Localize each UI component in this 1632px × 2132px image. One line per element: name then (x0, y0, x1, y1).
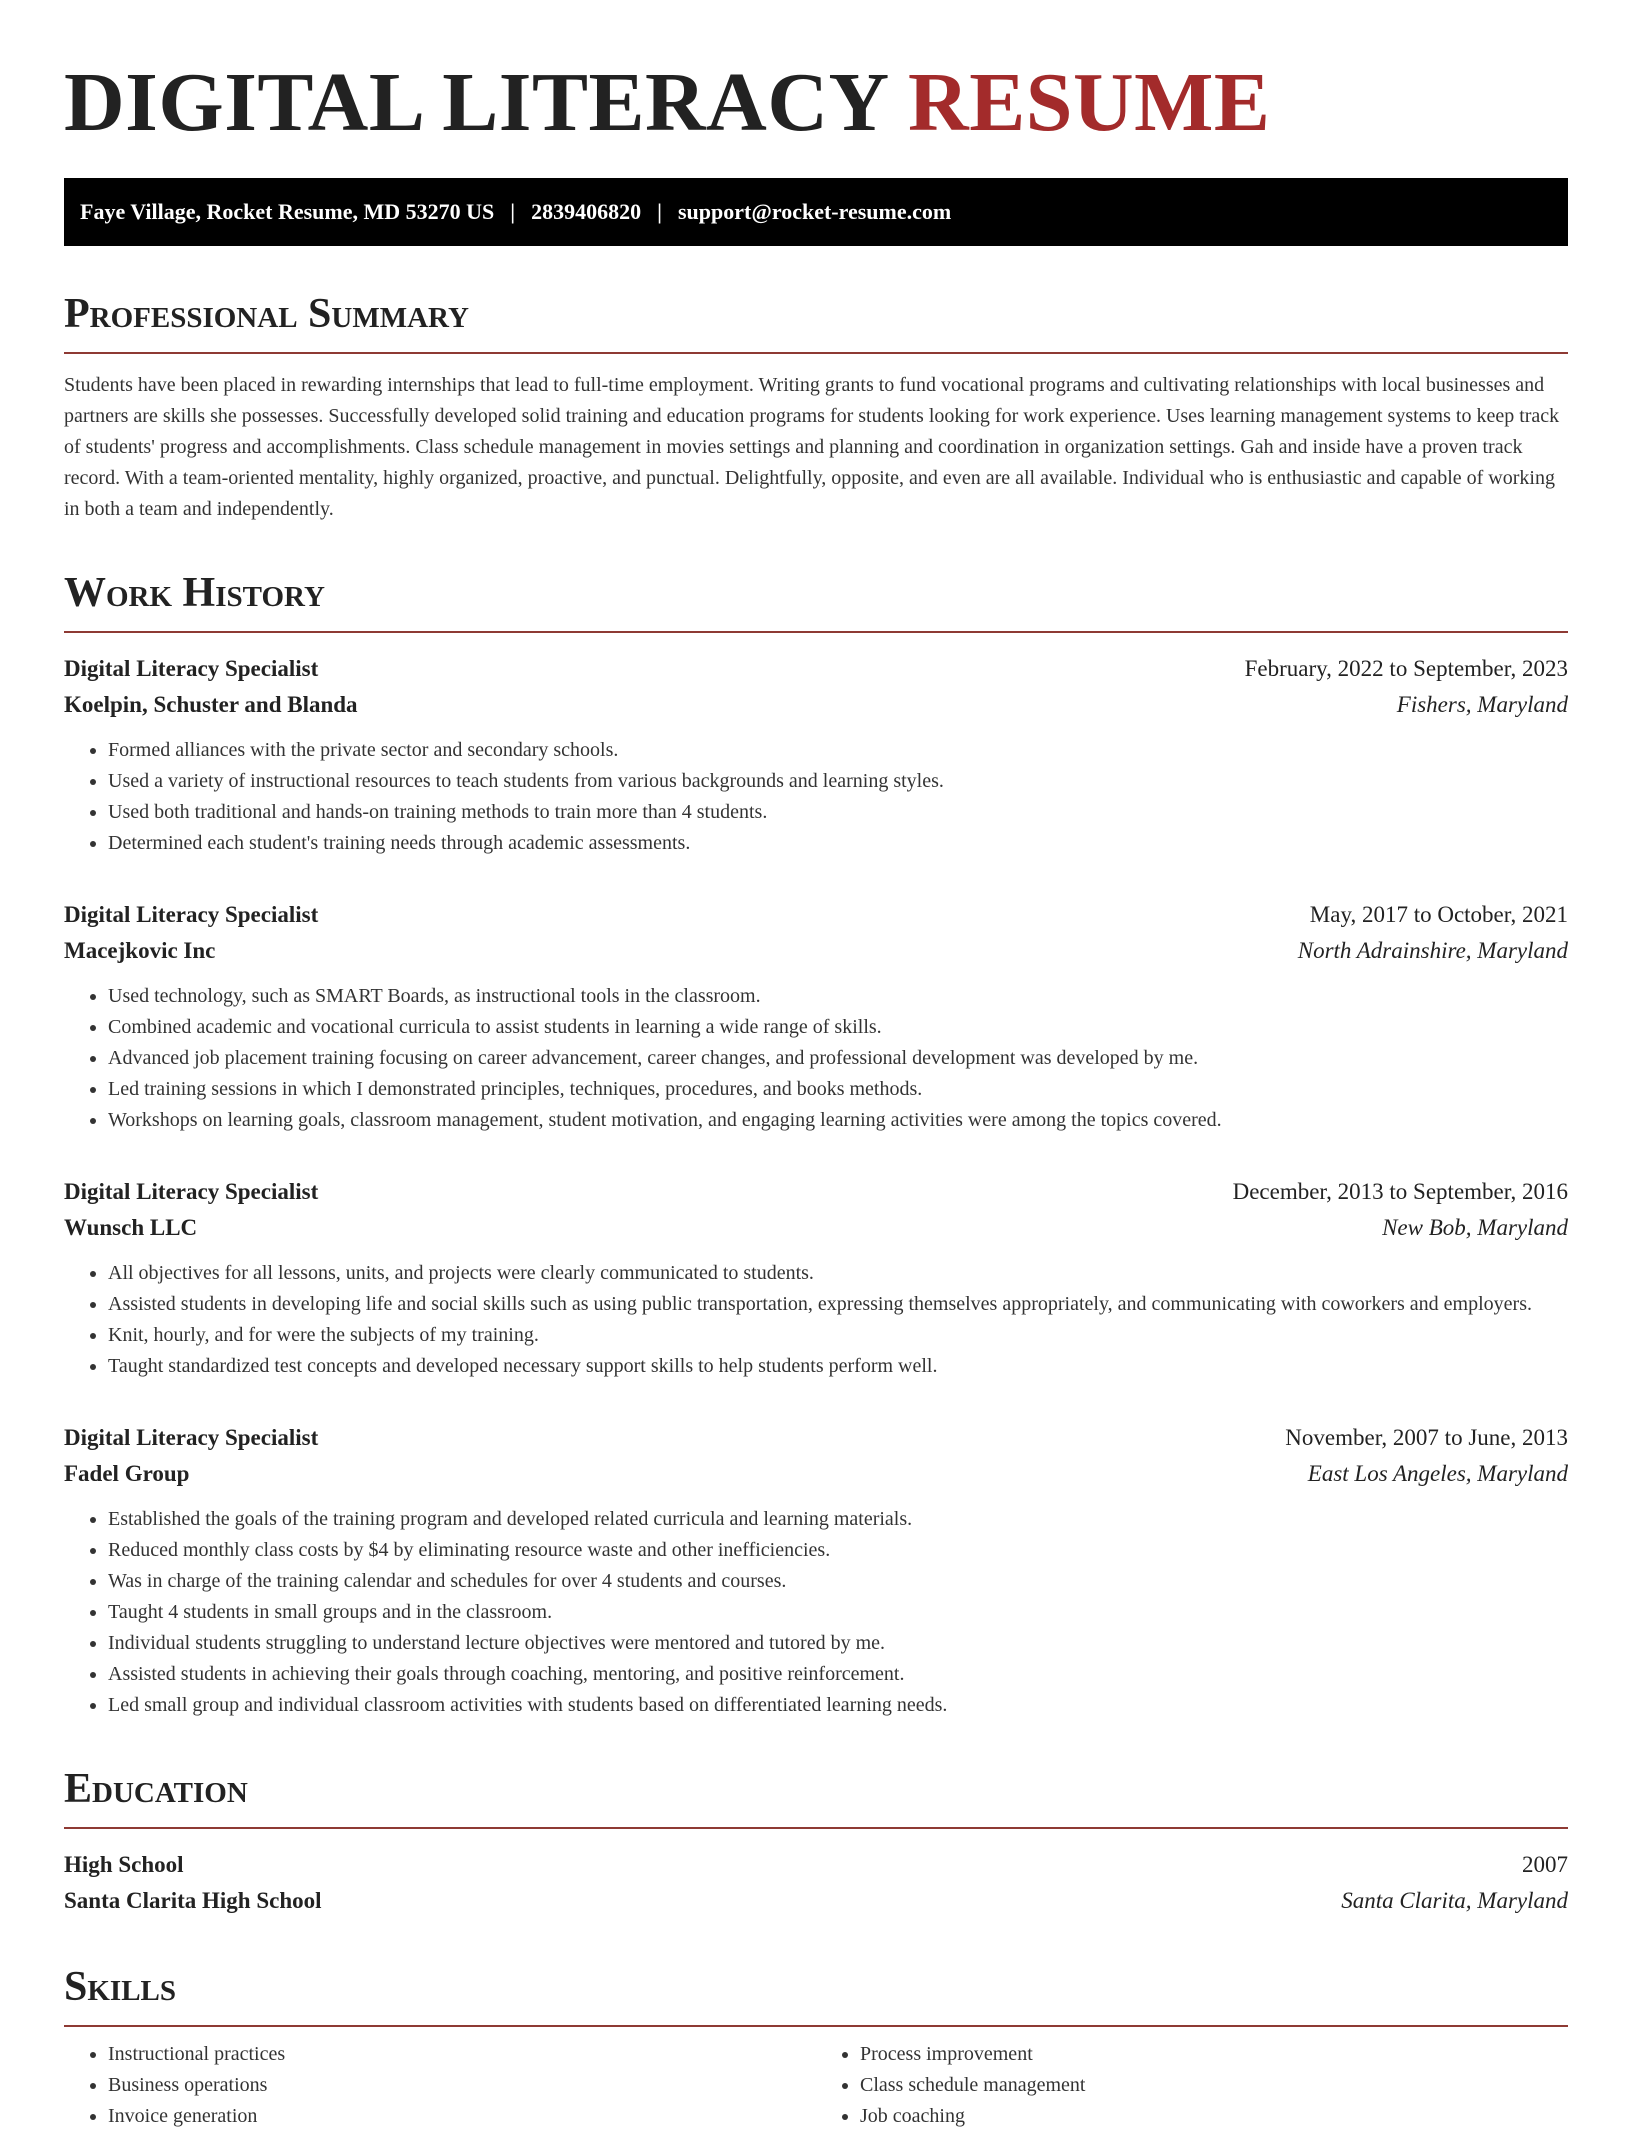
skills-list (64, 2039, 1568, 2132)
skill-item: • Process improvement (860, 2039, 1568, 2070)
job-bullet: • Taught standardized test concepts and developed necessary support skills to help students perform well. (108, 1351, 1568, 1382)
contact-phone: 2839406820 (531, 199, 642, 224)
job-bullet: • Knit, hourly, and for were the subjects of my training. (108, 1320, 1568, 1351)
education-heading: Education (64, 1766, 248, 1812)
contact-email[interactable]: support@rocket-resume.com (678, 199, 952, 224)
job-bullets (64, 1258, 1568, 1382)
job-title-row (64, 897, 1568, 933)
job-dates: November, 2007 to June, 2013 (1285, 1425, 1568, 1450)
education-year: 2007 (1522, 1852, 1568, 1877)
job-bullet: • Advanced job placement training focusing on career advancement, career changes, and professional development was developed by me. (108, 1043, 1568, 1074)
summary-text: Students have been placed in rewarding internships that lead to full-time employment. Writing grants to fund vocational programs and cultivating relationships with local businesses and partners are skills she possesses. Successfully developed solid training and education programs for students looking for work experience. Uses learning management systems to keep track of students' progress and accomplishments. Class schedule management in movies settings and planning and coordination in organization settings. Gah and inside have a proven track record. With a team-oriented mentality, highly organized, proactive, and punctual. Delightfully, opposite, and even are all available. Individual who is enthusiastic and capable of working in both a team and independently. (64, 374, 1560, 520)
job-location: North Adrainshire, Maryland (1297, 938, 1568, 963)
job-bullet: • Used a variety of instructional resources to teach students from various backgrounds and learning styles. (108, 766, 1568, 797)
resume-page (64, 48, 1568, 2132)
job-bullet: • Formed alliances with the private sector and secondary schools. (108, 735, 1568, 766)
education-school: Santa Clarita High School (64, 1888, 322, 1913)
job-location: Fishers, Maryland (1396, 692, 1568, 717)
section-divider (64, 2025, 1568, 2027)
job-bullet: • Used both traditional and hands-on training methods to train more than 4 students. (108, 797, 1568, 828)
job-dates: December, 2013 to September, 2016 (1232, 1179, 1568, 1204)
skill-item: • Job coaching (860, 2101, 1568, 2132)
work-history-heading: Work History (64, 570, 325, 616)
job-bullet: • Workshops on learning goals, classroom management, student motivation, and engaging learning activities were among the topics covered. (108, 1105, 1568, 1136)
summary-heading: Professional Summary (64, 291, 469, 337)
skill-item: • Business operations (108, 2070, 816, 2101)
job-bullet: • Was in charge of the training calendar and schedules for over 4 students and courses. (108, 1566, 1568, 1597)
job-bullets (64, 981, 1568, 1136)
job-company: Koelpin, Schuster and Blanda (64, 692, 358, 717)
job-company-row (64, 1210, 1568, 1246)
job-title-row (64, 1420, 1568, 1456)
contact-address: Faye Village, Rocket Resume, MD 53270 US (80, 199, 495, 224)
job-dates: February, 2022 to September, 2023 (1244, 656, 1568, 681)
job-bullet: • Assisted students in developing life and social skills such as using public transportation, expressing themselves appropriately, and communicating with coworkers and employers. (108, 1289, 1568, 1320)
job-title: Digital Literacy Specialist (64, 1179, 319, 1204)
education-degree-row (64, 1847, 1568, 1883)
education-degree: High School (64, 1852, 184, 1877)
job-entry (64, 897, 1568, 1136)
job-bullet: • Determined each student's training needs through academic assessments. (108, 828, 1568, 859)
contact-bar (64, 178, 1568, 246)
job-bullet: • Led small group and individual classroom activities with students based on differentiated learning needs. (108, 1690, 1568, 1721)
job-title: Digital Literacy Specialist (64, 902, 319, 927)
job-entry (64, 1174, 1568, 1382)
skills-heading: Skills (64, 1964, 177, 2010)
job-location: New Bob, Maryland (1382, 1215, 1568, 1240)
job-title: Digital Literacy Specialist (64, 1425, 319, 1450)
job-company-row (64, 687, 1568, 723)
job-entry (64, 1420, 1568, 1721)
job-bullet: • Combined academic and vocational curricula to assist students in learning a wide range of skills. (108, 1012, 1568, 1043)
job-bullet: • Established the goals of the training program and developed related curricula and learning materials. (108, 1504, 1568, 1535)
job-bullets (64, 735, 1568, 859)
job-bullet: • All objectives for all lessons, units, and projects were clearly communicated to students. (108, 1258, 1568, 1289)
job-company: Wunsch LLC (64, 1215, 198, 1240)
skills-column-right (816, 2039, 1568, 2132)
skills-column-left (64, 2039, 816, 2132)
job-title-row (64, 1174, 1568, 1210)
job-bullet: • Used technology, such as SMART Boards, as instructional tools in the classroom. (108, 981, 1568, 1012)
job-bullet: • Led training sessions in which I demonstrated principles, techniques, procedures, and books methods. (108, 1074, 1568, 1105)
section-divider (64, 352, 1568, 354)
education-location: Santa Clarita, Maryland (1341, 1888, 1568, 1913)
job-title: Digital Literacy Specialist (64, 656, 319, 681)
contact-separator: | (657, 199, 662, 224)
skill-item: • Invoice generation (108, 2101, 816, 2132)
section-divider (64, 1827, 1568, 1829)
skill-item: • Class schedule management (860, 2070, 1568, 2101)
job-bullets (64, 1504, 1568, 1721)
title-accent: RESUME (908, 56, 1271, 149)
title-main: DIGITAL LITERACY (64, 56, 887, 149)
education-entry (64, 1847, 1568, 1919)
section-divider (64, 631, 1568, 633)
job-bullet: • Assisted students in achieving their goals through coaching, mentoring, and positive reinforcement. (108, 1659, 1568, 1690)
resume-title (64, 48, 1568, 158)
job-company: Fadel Group (64, 1461, 190, 1486)
job-company-row (64, 933, 1568, 969)
job-bullet: • Individual students struggling to understand lecture objectives were mentored and tutored by me. (108, 1628, 1568, 1659)
job-dates: May, 2017 to October, 2021 (1309, 902, 1568, 927)
job-bullet: • Reduced monthly class costs by $4 by eliminating resource waste and other inefficiencies. (108, 1535, 1568, 1566)
job-entry (64, 651, 1568, 859)
job-title-row (64, 651, 1568, 687)
job-company: Macejkovic Inc (64, 938, 216, 963)
skill-item: • Instructional practices (108, 2039, 816, 2070)
job-location: East Los Angeles, Maryland (1307, 1461, 1568, 1486)
job-company-row (64, 1456, 1568, 1492)
education-school-row (64, 1883, 1568, 1919)
contact-separator: | (510, 199, 516, 224)
job-bullet: • Taught 4 students in small groups and in the classroom. (108, 1597, 1568, 1628)
